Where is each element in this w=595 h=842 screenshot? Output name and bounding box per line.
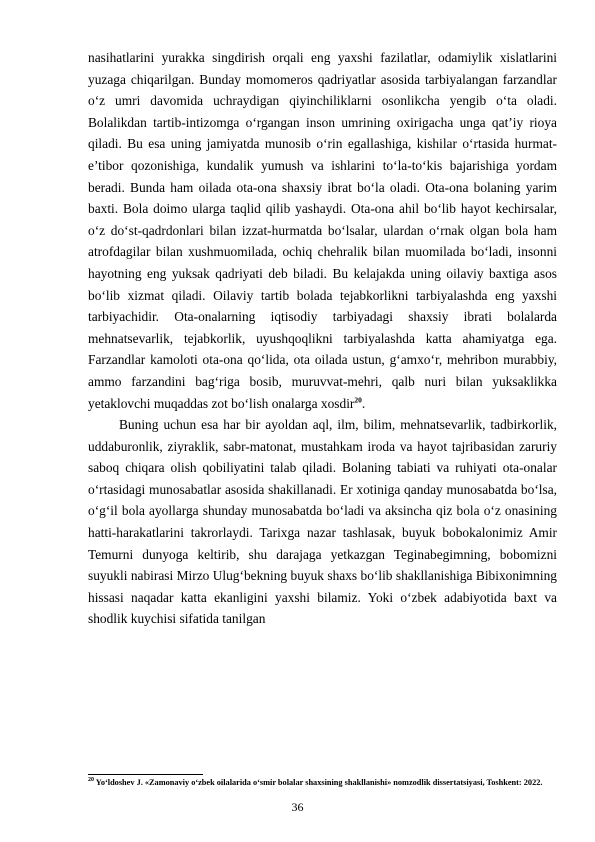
paragraph-1-text: nasihatlarini yurakka singdirish orqali eng yaxshi fazilatlar, odamiylik xislatlarini yuzaga chiqarilgan. Bunday momomeros qadriyatlar asosida tarbiyalangan farzandlar o‘z umri davomida uchraydigan qiyinchiliklarni osonlikcha yengib o‘ta oladi. Bolalikdan tartib-intizomga o‘rgangan inson umrining oxirigacha unga qat’iy rioya qiladi. Bu esa uning jamiyatda munosib o‘rin egallashiga, kishilar o‘rtasida hurmat-e’tibor qozonishiga, kundalik yumush va ishlarini to‘la-to‘kis bajarishiga yordam beradi. Bunda ham oilada ota-ona shaxsiy ibrat bo‘la oladi. Ota-ona bolaning yarim baxti. Bola doimo ularga taqlid qilib yashaydi. Ota-ona ahil bo‘lib hayot kechirsalar, o‘z do‘st-qadrdonlari bilan izzat-hurmatda bo‘lsalar, ulardan o‘rnak olgan bola ham atrofdagilar bilan xushmuomilada, ochiq chehralik bilan muomilada bo‘ladi, insonni hayotning eng yuksak qadriyati deb biladi. Bu kelajakda uning oilaviy baxtiga asos bo‘lib xizmat qiladi. Oilaviy tartib bolada tejabkorlikni tarbiyalashda eng yaxshi tarbiyachidir. Ota-onalarning iqtisodiy tarbiyadagi shaxsiy ibrati bolalarda mehnatsevarlik, tejabkorlik, uyushqoqlikni tarbiyalashda katta ahamiyatga ega. Farzandlar kamoloti ota-ona qo‘lida, ota oilada ustun, g‘amxo‘r, mehribon murabbiy, ammo farzandini bag‘riga bosib, muruvvat-mehri, qalb nuri bilan yuksaklikka yetaklovchi muqaddas zot bo‘lish onalarga xosdir — [88, 50, 557, 411]
paragraph-1-end: . — [361, 395, 366, 411]
paragraph-2: Buning uchun esa har bir ayoldan aql, ilm, bilim, mehnatsevarlik, tadbirkorlik, uddaburonlik, ziyraklik, sabr-matonat, mustahkam iroda va hayot tajribasidan zaruriy saboq chiqara olish qobiliyatini talab qiladi. Bolaning tabiati va ruhiyati ota-onalar o‘rtasidagi munosabatlar asosida shakillanadi. Er xotiniga qanday munosabatda bo‘lsa, o‘g‘il bola ayollarga shunday munosabatda bo‘ladi va aksincha qiz bola o‘z onasining hatti-harakatlarini takrorlaydi. Tarixga nazar tashlasak, buyuk bobokalonimiz Amir Temurni dunyoga keltirib, shu darajaga yetkazgan Teginabegimning, bobomizni suyukli nabirasi Mirzo Ulug‘bekning buyuk shaxs bo‘lib shakllanishiga Bibixonimning hissasi naqadar katta ekanligini yaxshi bilamiz. Yoki o‘zbek adabiyotida baxt va shodlik kuychisi sifatida tanilgan — [88, 417, 557, 627]
page-number: 36 — [291, 800, 304, 814]
footnote-reference[interactable]: 20 — [354, 395, 362, 405]
body-text — [88, 47, 557, 630]
paragraph-1 — [88, 47, 557, 414]
footnote-text: Yo‘ldoshev J. «Zamonaviy o‘zbek oilalarida o‘smir bolalar shaxsining shakllanishi» nomzodlik dissertatsiyasi, Toshkent: 2022. — [95, 778, 543, 787]
footnote — [88, 777, 557, 788]
footnote-number: 20 — [88, 777, 94, 784]
footnote-separator — [88, 774, 203, 775]
